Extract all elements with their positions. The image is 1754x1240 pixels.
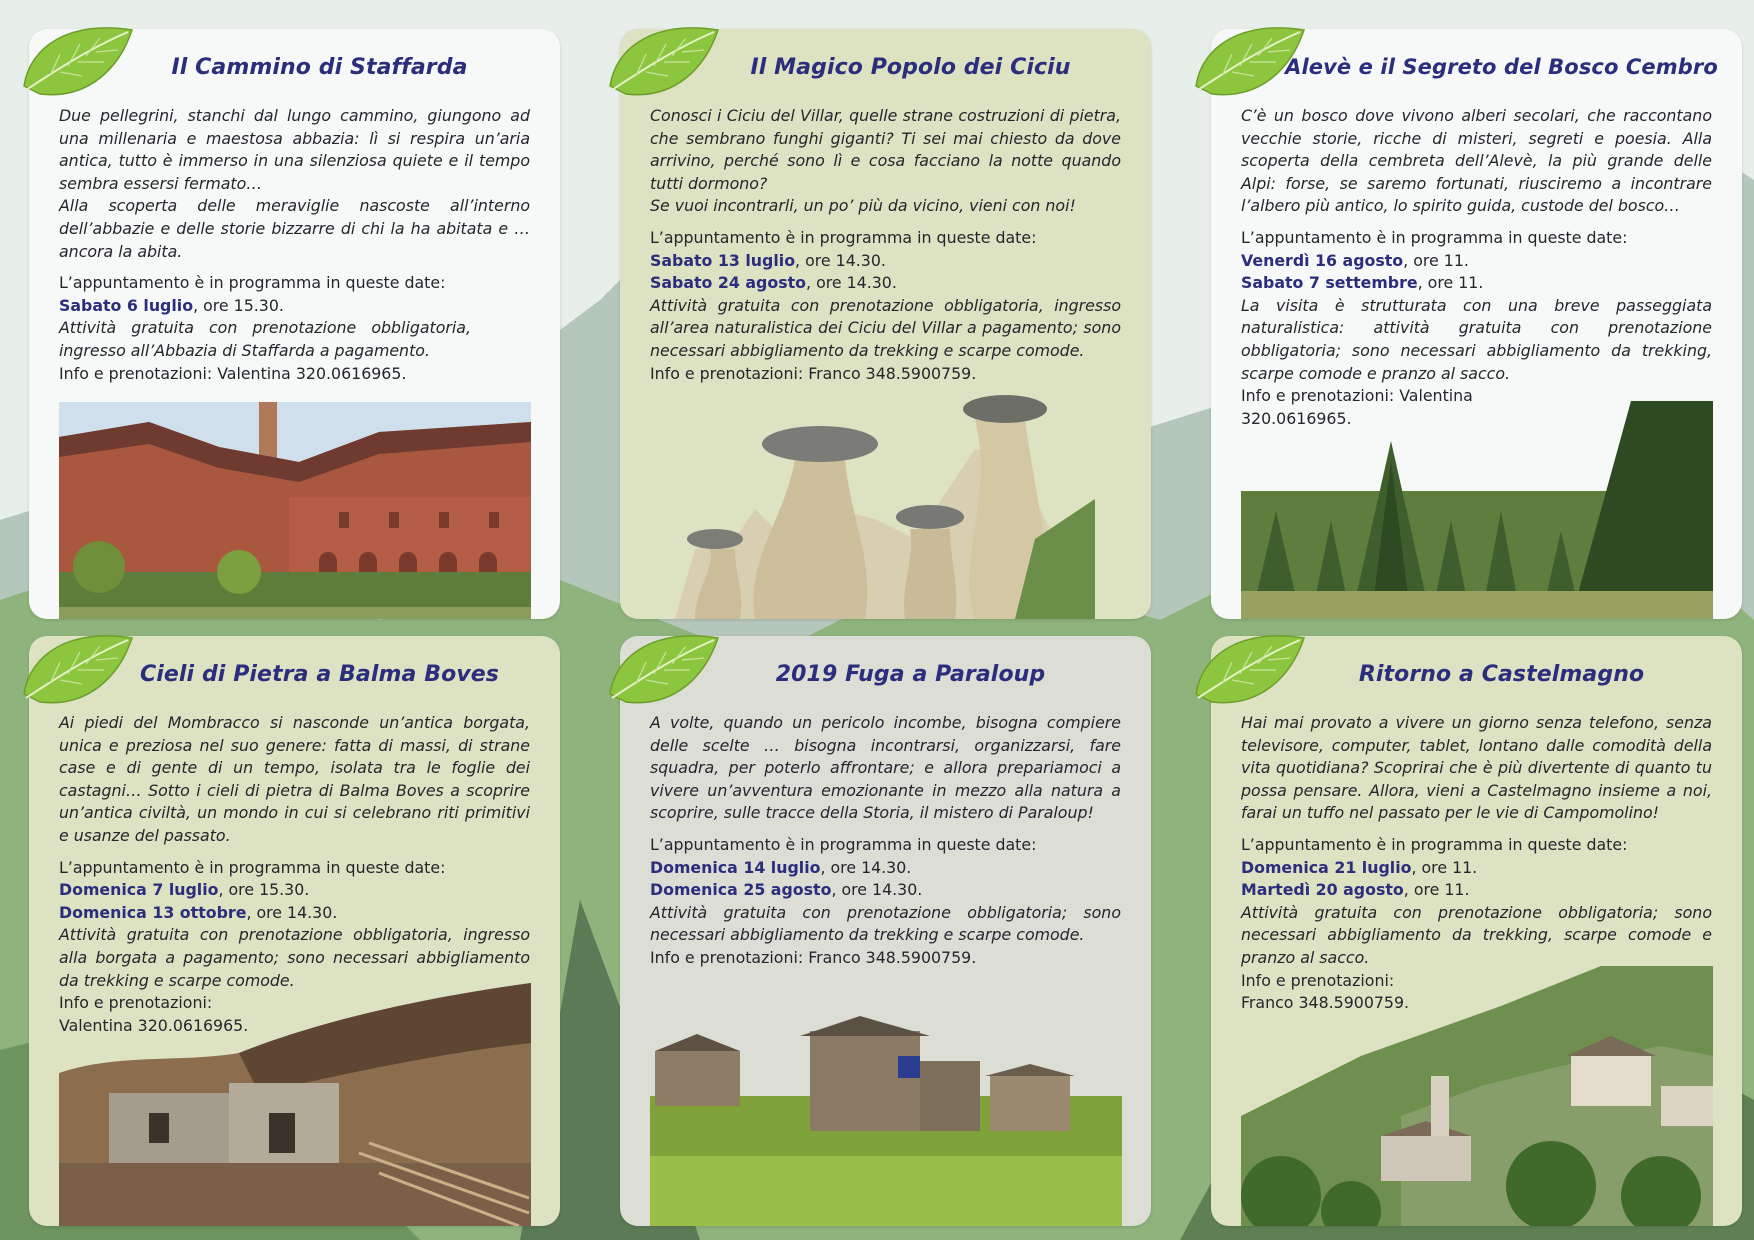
card-desc: Alla scoperta delle meraviglie nascoste all’interno dell’abbazie e delle storie bizzarre di chi la ha abitata e … ancora la abita.: [59, 196, 530, 261]
event-time: , ore 11.: [1403, 880, 1470, 900]
event-date-line: [650, 272, 1121, 295]
contact-info: Info e prenotazioni: Valentina 320.0616965.: [59, 363, 407, 383]
event-date: Martedì 20 agosto: [1241, 880, 1404, 900]
event-date: Domenica 21 luglio: [1241, 857, 1412, 877]
abbey-photo: [59, 402, 531, 619]
leaf-icon: [1192, 624, 1307, 708]
leaf-icon: [20, 624, 135, 708]
stone-houses-photo: [650, 1016, 1122, 1226]
contact-info: Info e prenotazioni: Franco 348.5900759.: [650, 363, 977, 383]
card-desc: Ai piedi del Mombracco si nasconde un’antica borgata, unica e preziosa nel suo genere: fatta di massi, di strane case e di gente di un tempo, isolata tra le foglie dei castagni… Sotto i cieli di pietra di Balma Boves a scoprire un’antica civiltà, un mondo in cui si celebrano riti primitivi e usanze del passato.: [59, 713, 530, 845]
event-date: Sabato 6 luglio: [59, 295, 194, 315]
event-card-ciciu: [620, 29, 1151, 619]
activity-note: Attività gratuita con prenotazione obbligatoria; sono necessari abbigliamento da trekking e scarpe comode.: [650, 902, 1121, 945]
card-desc: Due pellegrini, stanchi dal lungo cammino, giungono ad una millenaria e maestosa abbazia: lì si respira un’aria antica, tutto è immerso in una silenziosa quiete e il tempo sembra essersi fermato…: [59, 106, 530, 193]
event-date-line: [1241, 250, 1712, 273]
card-desc: Se vuoi incontrarli, un po’ più da vicino, vieni con noi!: [650, 196, 1076, 216]
event-time: , ore 11.: [1417, 273, 1484, 293]
event-time: , ore 11.: [1411, 857, 1478, 877]
program-intro: L’appuntamento è in programma in queste date:: [650, 834, 1037, 854]
event-date-line: [59, 295, 530, 318]
program-intro: L’appuntamento è in programma in queste date:: [59, 857, 446, 877]
event-date-line: [650, 857, 1121, 880]
event-time: , ore 15.30.: [193, 295, 284, 315]
card-title: Cieli di Pietra a Balma Boves: [140, 662, 499, 687]
leaf-icon: [20, 16, 135, 100]
card-title: Il Cammino di Staffarda: [171, 55, 468, 80]
program-intro: L’appuntamento è in programma in queste date:: [1241, 834, 1628, 854]
event-card-paraloup: [620, 636, 1151, 1226]
event-date: Domenica 7 luglio: [59, 880, 219, 900]
activity-note: Attività gratuita con prenotazione obbligatoria, ingresso alla borgata a pagamento; sono necessari abbigliamento da trekking e scarpe comode.: [59, 925, 530, 990]
event-date: Venerdì 16 agosto: [1241, 250, 1404, 270]
event-date-line: [1241, 879, 1712, 902]
card-desc: C’è un bosco dove vivono alberi secolari, che raccontano vecchie storie, ricche di misteri, segreti e poesia. Alla scoperta della cembreta dell’Alevè, la più grande delle Alpi: forse, se saremo fortunati, riusciremo a incontrare l’albero più antico, lo spirito guida, custode del bosco…: [1241, 106, 1712, 216]
contact-info: Info e prenotazioni:: [59, 993, 213, 1013]
card-title: Ritorno a Castelmagno: [1358, 662, 1645, 687]
event-date-line: [650, 879, 1121, 902]
event-date: Sabato 24 agosto: [650, 273, 807, 293]
program-intro: L’appuntamento è in programma in queste date:: [1241, 227, 1628, 247]
card-title: Alevè e il Segreto del Bosco Cembro: [1285, 55, 1718, 79]
contact-info: Franco 348.5900759.: [1241, 993, 1410, 1013]
event-date-line: [650, 250, 1121, 273]
card-title: Il Magico Popolo dei Ciciu: [750, 55, 1071, 80]
leaf-icon: [606, 16, 721, 100]
rock-shelter-photo: [59, 983, 531, 1226]
card-title: 2019 Fuga a Paraloup: [775, 662, 1046, 687]
card-desc: A volte, quando un pericolo incombe, bisogna compiere delle scelte … bisogna incontrarsi, organizzarsi, fare squadra, per poterlo affrontare; e allora prepariamoci a vivere un’avventura emozionante in mezzo alla natura a scoprire, sulle tracce della Storia, il mistero di Paraloup!: [650, 713, 1121, 823]
event-time: , ore 14.30.: [246, 902, 338, 922]
event-date-line: [59, 879, 530, 902]
card-desc: Conosci i Ciciu del Villar, quelle strane costruzioni di pietra, che sembrano funghi giganti? Ti sei mai chiesto da dove arrivino, perché sono lì e cosa facciano la notte quando tutti dormono?: [650, 106, 1121, 193]
event-time: , ore 14.30.: [831, 880, 923, 900]
event-time: , ore 14.30.: [820, 857, 912, 877]
event-date: Domenica 14 luglio: [650, 857, 821, 877]
event-date-line: [59, 902, 530, 925]
card-desc: Hai mai provato a vivere un giorno senza telefono, senza televisore, computer, tablet, lontano dalle comodità della vita quotidiana? Scoprirai che è più divertente di quanto tu possa pensare. Allora, vieni a Castelmagno insieme a noi, farai un tuffo nel passato per le vie di Campomolino!: [1241, 713, 1712, 823]
event-date: Sabato 7 settembre: [1241, 273, 1418, 293]
event-time: , ore 11.: [1403, 250, 1469, 270]
contact-info: Valentina 320.0616965.: [59, 1015, 249, 1035]
program-intro: L’appuntamento è in programma in queste date:: [59, 273, 446, 293]
event-time: , ore 14.30.: [806, 273, 897, 293]
event-time: , ore 15.30.: [218, 880, 310, 900]
contact-info: Info e prenotazioni:: [1241, 970, 1395, 990]
event-date-line: [1241, 272, 1712, 295]
contact-info: Info e prenotazioni: Valentina 320.0616965.: [1241, 386, 1473, 428]
activity-note: La visita è strutturata con una breve passeggiata naturalistica: attività gratuita con prenotazione obbligatoria; sono necessari abbigliamento da trekking, scarpe comode e pranzo al sacco.: [1241, 295, 1712, 383]
event-card-staffarda: [29, 29, 560, 619]
event-card-aleve: [1211, 29, 1742, 619]
contact-info: Info e prenotazioni: Franco 348.5900759.: [650, 947, 977, 967]
mountain-village-photo: [1241, 966, 1713, 1226]
activity-note: Attività gratuita con prenotazione obbligatoria, ingresso all’Abbazia di Staffarda a pagamento.: [59, 318, 471, 360]
event-card-castelmagno: [1211, 636, 1742, 1226]
activity-note: Attività gratuita con prenotazione obbligatoria, ingresso all’area naturalistica dei Ciciu del Villar a pagamento; sono necessari abbigliamento da trekking e scarpe comode.: [650, 295, 1121, 360]
leaf-icon: [606, 624, 721, 708]
leaf-icon: [1192, 16, 1307, 100]
activity-note: Attività gratuita con prenotazione obbligatoria; sono necessari abbigliamento da trekking, scarpe comode e pranzo al sacco.: [1241, 902, 1712, 967]
rock-pillars-photo: [675, 389, 1095, 619]
event-card-balma-boves: [29, 636, 560, 1226]
event-date-line: [1241, 857, 1712, 880]
event-date: Domenica 13 ottobre: [59, 902, 247, 922]
event-date: Domenica 25 agosto: [650, 880, 832, 900]
event-time: , ore 14.30.: [795, 250, 886, 270]
program-intro: L’appuntamento è in programma in queste date:: [650, 227, 1037, 247]
pine-forest-photo: [1241, 401, 1713, 619]
event-date: Sabato 13 luglio: [650, 250, 796, 270]
